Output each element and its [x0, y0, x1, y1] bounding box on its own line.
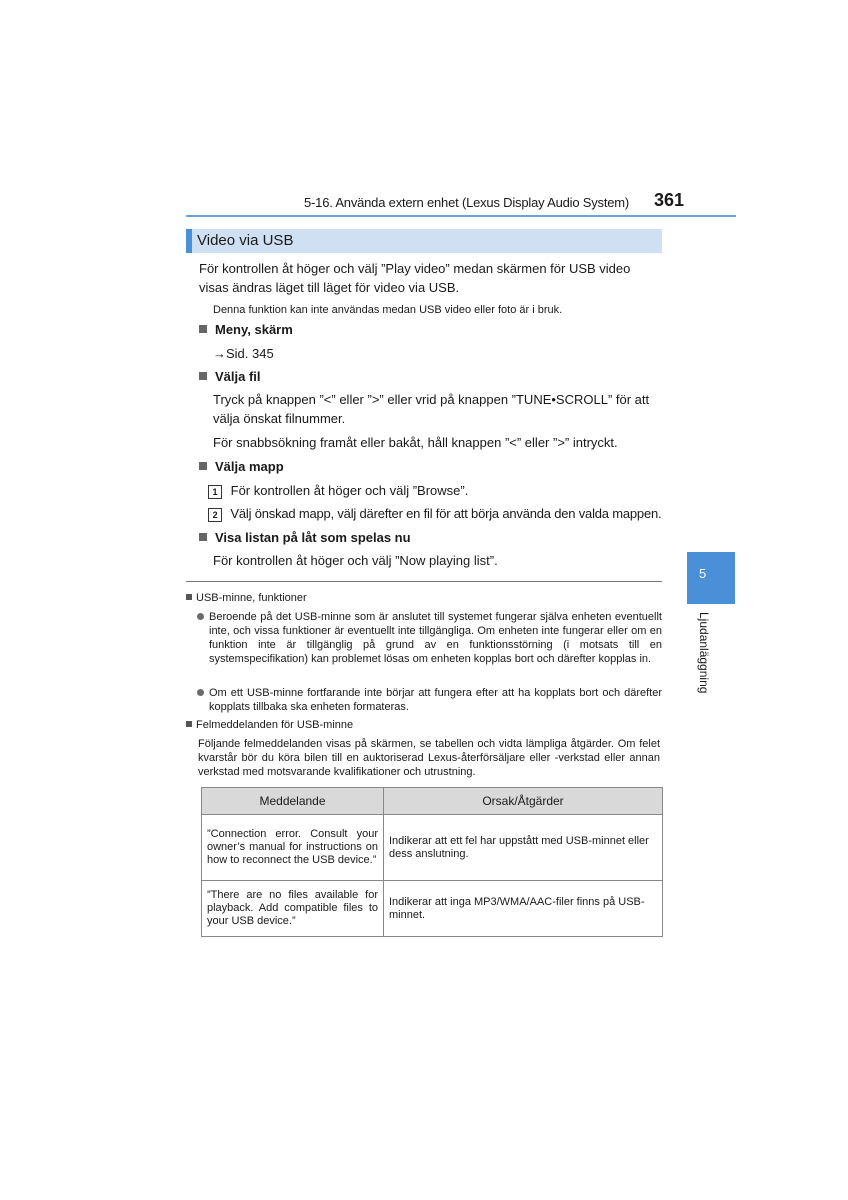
list-text: För kontrollen åt höger och välj ”Now playing list”. — [213, 553, 498, 568]
table-row — [202, 881, 663, 937]
table-cell-action: Indikerar att inga MP3/WMA/AAC-filer finns på USB-minnet. — [384, 881, 663, 937]
file-heading-label: Välja fil — [215, 369, 261, 384]
folder-heading — [199, 457, 284, 476]
table-row — [202, 815, 663, 881]
list-heading — [199, 528, 411, 547]
section-accent — [186, 229, 192, 253]
list-heading-label: Visa listan på låt som spelas nu — [215, 530, 411, 545]
table-cell-message: ”Connection error. Consult your owner’s manual for instructions on how to reconnect the USB device.” — [202, 815, 384, 881]
square-bullet-icon — [199, 462, 207, 470]
file-text-2: För snabbsökning framåt eller bakåt, håll knappen ”<” eller ”>” intryckt. — [213, 435, 618, 450]
folder-step-2 — [208, 504, 664, 523]
square-bullet-icon — [199, 372, 207, 380]
header-divider — [186, 215, 736, 217]
usb-bullet-1: Beroende på det USB-minne som är anslutet till systemet fungerar själva enheten eventuellt inte, och vissa funktioner är eventuellt inte tillgängliga. Om enheten inte fungerar eller om en funktion inte är tillgänglig på grund av en funktionsstörning (i motsats till en systemspecifikation) kan problemet lösas om enheten kopplas bort och därefter kopplas in. — [209, 611, 662, 665]
table-header-message: Meddelande — [202, 788, 384, 815]
square-bullet-icon — [186, 594, 192, 600]
file-text-1: Tryck på knappen ”<” eller ”>” eller vrid på knappen ”TUNE•SCROLL” för att välja önskat filnummer. — [213, 392, 650, 426]
section-title: Video via USB — [197, 232, 294, 249]
section-intro: För kontrollen åt höger och välj ”Play video” medan skärmen för USB video visas ändras läget till läget för video via USB. — [199, 261, 631, 295]
bullet-icon — [197, 686, 204, 701]
chapter-number: 5 — [699, 566, 707, 581]
section-title-bar — [186, 229, 662, 253]
table-header-row — [202, 788, 663, 815]
step-number-box: 2 — [208, 508, 222, 522]
folder-step-2-text: Välj önskad mapp, välj därefter en fil för att börja använda den valda mappen. — [230, 506, 662, 521]
table-cell-message: ”There are no files available for playback. Add compatible files to your USB device.” — [202, 881, 384, 937]
table-header-action: Orsak/Åtgärder — [384, 788, 663, 815]
error-text: Följande felmeddelanden visas på skärmen, se tabellen och vidta lämpliga åtgärder. Om felet kvarstår bör du köra bilen till en auktoriserad Lexus-återförsäljare eller -verkstad eller annan verkstad med motsvarande kvalifikationer och utrustning. — [198, 738, 660, 778]
menu-heading — [199, 320, 293, 339]
square-bullet-icon — [199, 325, 207, 333]
folder-heading-label: Välja mapp — [215, 459, 284, 474]
usb-heading — [186, 591, 307, 606]
file-heading — [199, 367, 261, 386]
section-note: Denna funktion kan inte användas medan USB video eller foto är i bruk. — [213, 304, 563, 316]
error-message-table — [201, 787, 663, 937]
square-bullet-icon — [199, 533, 207, 541]
menu-page-ref: →Sid. 345 — [213, 346, 274, 361]
folder-step-1-text: För kontrollen åt höger och välj ”Browse”. — [230, 483, 469, 498]
menu-heading-label: Meny, skärm — [215, 322, 293, 337]
folder-step-1 — [208, 481, 664, 500]
usb-bullet-2: Om ett USB-minne fortfarande inte börjar att fungera efter att ha kopplats bort och därefter kopplats tillbaka ska enheten formateras. — [209, 687, 662, 713]
table-cell-action: Indikerar att ett fel har uppstått med USB-minnet eller dess anslutning. — [384, 815, 663, 881]
step-number-box: 1 — [208, 485, 222, 499]
error-heading — [186, 718, 353, 733]
chapter-label: Ljudanläggning — [697, 612, 711, 694]
page-number: 361 — [654, 190, 685, 210]
usb-heading-label: USB-minne, funktioner — [196, 592, 307, 604]
info-divider — [186, 581, 662, 582]
chapter-tab — [687, 552, 735, 604]
header-title: 5-16. Använda extern enhet (Lexus Display Audio System) — [304, 195, 630, 210]
bullet-icon — [197, 610, 204, 625]
square-bullet-icon — [186, 721, 192, 727]
error-heading-label: Felmeddelanden för USB-minne — [196, 719, 354, 731]
